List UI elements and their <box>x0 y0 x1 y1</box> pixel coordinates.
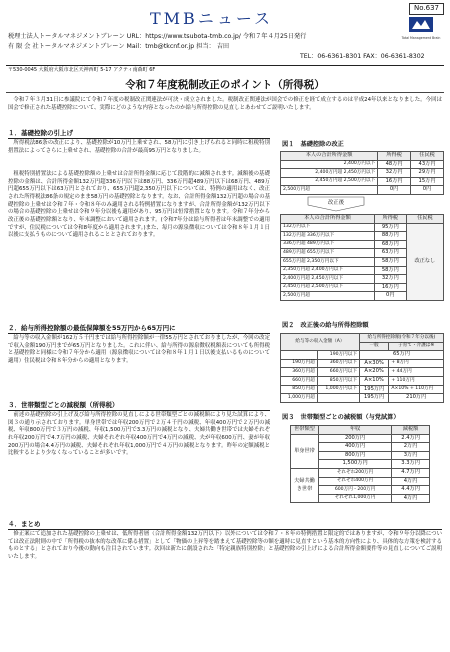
table-cell: 88万円 <box>374 232 406 241</box>
table-cell: 360万円超 <box>281 368 318 377</box>
table-row <box>281 169 444 178</box>
table-header: 本人の合計所得金額 <box>281 152 378 161</box>
table-header: 本人の合計所得金額 <box>281 215 375 224</box>
table-cell: + 110万円 <box>389 376 444 385</box>
table-cell: 29万円 <box>411 169 444 178</box>
table-cell: 16万円 <box>374 283 406 292</box>
header-line-2: 有 限 会 社トータルマネジメントブレーン Mail：tmb@tkcnf.or.jp 担当： 吉田 <box>8 43 230 50</box>
table-header: 所得税 <box>374 215 406 224</box>
table-header: 所得税 <box>378 152 411 161</box>
figure-3-title: 図３ 世帯類型ごとの減税額（与党試算） <box>282 414 400 421</box>
table-header: 減税額 <box>392 426 430 435</box>
table-cell: 660万円以下 <box>317 368 359 377</box>
table-row <box>281 368 444 377</box>
table-cell: 210万円 <box>389 394 444 403</box>
table-row <box>281 160 444 169</box>
table-header: 年収 <box>319 426 392 435</box>
table-cell: 1,000万円以下 <box>317 385 359 394</box>
table-cell: 400万円 <box>319 443 392 452</box>
table-cell: 1,000万円超 <box>281 394 318 403</box>
table-cell: 2,500万円超 <box>281 292 375 301</box>
table-cell: 190万円超 <box>281 359 318 368</box>
company-logo <box>401 16 441 42</box>
figure-2-table <box>280 333 444 403</box>
section-1-heading: １．基礎控除の引上げ <box>8 129 270 139</box>
table-row <box>281 376 444 385</box>
table-cell: 2.4万円 <box>392 434 430 443</box>
table-cell: + 44万円 <box>389 368 444 377</box>
table-row <box>281 351 444 360</box>
figure-3-table <box>290 425 430 503</box>
table-cell: 58万円 <box>374 257 406 266</box>
table-row <box>281 186 444 195</box>
table-cell: 65万円 <box>359 351 443 360</box>
table-cell: 2,450万円超 2,500万円以下 <box>281 283 375 292</box>
section-3-paragraph: 前述の基礎控除の引上げ及び給与所得控除の見直しによる世帯類型ごとの減税額により見た試算により、図３の通り示されております。単身世帯では年収200万円で２万４千円の減税、年収400万円で２万円の減税、年収800万円で３万円の減税、年収1,500万円で3.3万円の減税となり、夫婦共働き世帯では夫婦それぞれ年収200万円で4.7万円の減税、夫婦それぞれ年収400万円で4万円の減税、夫が年収600万円、妻が年収200万円の場合4.4万円の減税、夫婦それぞれ年収1,000万円で４万円の減税となります。昨年の定額減税と比較するとより少なくなっていることが多いです。 <box>8 412 270 457</box>
table-header: 子育て・介護は※ <box>389 342 444 351</box>
company-address: 〒530-0045 大阪府大阪市北区天神西町 5-17 アクティ南森町 6F <box>8 67 156 73</box>
table-row <box>281 359 444 368</box>
table-cell: 3万円 <box>392 451 430 460</box>
resident-tax-note: 改正なし <box>406 223 443 300</box>
figure-2-title: 図２ 改正後の給与所得控除額 <box>282 322 369 329</box>
table-cell: A×10% <box>359 376 388 385</box>
section-1-paragraph-2: 租税特別措置法による基礎控除額の上乗せは合計所得金額に応じて段階的に減額されます。減額後の基礎控除の金額は、合計所得金額132万円超336万円以下は88万円、336万円超489万円以下は68万円、489万円超655万円以下は63万円とされており、655万円超2,350万円以下については、特例の適用はなく、改正された所得税法86条の規定のまま58万円の基礎控除となります。なお、合計所得金額132万円超の場合の基礎控除の上乗せは令和７年・令和８年のみ適用される特例措置になりますが、合計所得金額が132万円以下の場合の基礎控除の上乗せは令和９年分以後も適用があり、95万円は恒常措置となります。令和７年分から改正後の基礎控除額となり、年末調整において適用されます。(令和7年分は給与所得者は年末調整での適用ですが、住民税については令和8年度から適用されます。)また、毎月の源泉徴収については令和８年１月１日以後に支払うものについて適用されることとされております。 <box>8 171 270 239</box>
header-line-3: TEL：06-6361-8301 FAX：06-6361-8302 <box>300 53 425 60</box>
section-2-paragraph: 給与等の収入金額が162万５千円までは給与所得控除額が一律55万円とされておりましたが、今回の改定で収入金額190万円までが65万円となりました。これに伴い、給与所得の源泉徴収税額表についても所得税と基礎控除と同様に令和７年分から適用（源泉徴収については令和８年１月１日以後支払いるものについて適用）住民税は令和８年分からの適用となります。 <box>8 335 270 365</box>
table-cell: 16万円 <box>378 177 411 186</box>
table-cell: 360万円以下 <box>317 359 359 368</box>
table-cell <box>317 394 359 403</box>
table-cell: 58万円 <box>374 266 406 275</box>
table-cell: 0円 <box>411 186 444 195</box>
table-cell: 4.4万円 <box>392 486 430 495</box>
table-cell: A×20% <box>359 368 388 377</box>
table-header: 住民税 <box>406 215 443 224</box>
table-cell: 132万円以下 <box>281 223 375 232</box>
table-header: 世帯類型 <box>291 426 319 435</box>
table-header: 給与所得控除額(令和７年分以後) <box>359 334 443 343</box>
table-cell: 195万円 <box>359 394 388 403</box>
section-3-heading: ３．世帯類型ごとの減税額（所得税） <box>8 401 270 411</box>
figure-1-after-table <box>280 214 444 301</box>
table-cell: 63万円 <box>374 249 406 258</box>
issue-number: No.637 <box>409 3 444 15</box>
table-cell: それぞれ200万円 <box>319 468 392 477</box>
after-label: 改正後 <box>327 200 345 206</box>
table-cell: 850万円超 <box>281 385 318 394</box>
table-cell: A×10% + 110万円 <box>389 385 444 394</box>
table-cell: 200万円 <box>319 434 392 443</box>
newsletter-title: TMBニュース <box>150 9 274 28</box>
dual-income-household-label: 夫婦共働き世帯 <box>291 468 319 502</box>
table-cell: それぞれ1,000万円 <box>319 494 392 503</box>
table-cell: 95万円 <box>374 223 406 232</box>
table-header: 給与等の収入金額（A） <box>281 334 360 351</box>
table-cell: 132万円超 336万円以下 <box>281 232 375 241</box>
table-cell: 32万円 <box>374 275 406 284</box>
logo-text: Total Management Brain <box>401 36 441 40</box>
section-1-paragraph-1: 所得税法86条の改正により、基礎控除が10万円上乗せされ、58万円に引き上げられると同時に租税特別措置法によってさらに上乗せされ、基礎控除の合計が最高95万円となりました。 <box>8 140 270 154</box>
table-cell: 4万円 <box>392 494 430 503</box>
section-2-heading: ２．給与所得控除額の最低保障額を55万円から65万円に <box>8 324 270 334</box>
single-household-label: 単身世帯 <box>291 434 319 468</box>
table-cell: 2,450万円超 2,500万円以下 <box>281 177 378 186</box>
table-cell: 2,400万円超 2,450万円以下 <box>281 169 378 178</box>
article-title: 令和７年度税制改正のポイント（所得税） <box>125 79 325 91</box>
table-cell: A×30% <box>359 359 388 368</box>
figure-1-title: 図１ 基礎控除の改正 <box>282 141 344 148</box>
table-cell: 190万円以下 <box>317 351 359 360</box>
table-cell: 43万円 <box>411 160 444 169</box>
table-cell: 2,500万円超 <box>281 186 378 195</box>
section-4-heading: ４．まとめ <box>8 520 442 530</box>
table-cell: 0円 <box>378 186 411 195</box>
table-row <box>281 394 444 403</box>
table-header: 住民税 <box>411 152 444 161</box>
table-cell: 600万円・200万円 <box>319 486 392 495</box>
table-cell: 2,400万円以下 <box>281 160 378 169</box>
table-row <box>281 223 444 232</box>
table-cell: + 8万円 <box>389 359 444 368</box>
table-cell: 32万円 <box>378 169 411 178</box>
table-cell: 655万円超 2,350万円以下 <box>281 257 375 266</box>
table-cell: 15万円 <box>411 177 444 186</box>
table-cell: 2万円 <box>392 443 430 452</box>
table-cell: 4万円 <box>392 477 430 486</box>
table-cell <box>281 351 318 360</box>
table-header: 一般 <box>359 342 388 351</box>
table-cell: 48万円 <box>378 160 411 169</box>
header-rule <box>6 65 444 66</box>
table-cell: 2,400万円超 2,450万円以下 <box>281 275 375 284</box>
down-arrow-icon <box>306 196 366 212</box>
header-line-1: 税理士法人トータルマネジメントブレーン URL：https://www.tsubota-tmb.co.jp/ 令和７年４月25日発行 <box>8 33 307 40</box>
intro-paragraph: 令和７年３月31日に参議院にて令和７年度の税制改正関連法が可決・成立されました。税制改正関連法が国会での修正を経て成立するのは平成24年以来となりました。今回は国会で修正された基礎控除について、実際にどのような内容となったのか給与所得控除の見直しとあわせてご説明いたします。 <box>8 97 442 111</box>
table-cell: 850万円以下 <box>317 376 359 385</box>
table-cell: 3.3万円 <box>392 460 430 469</box>
section-4-paragraph: 修正案にて追加された基礎控除の上乗せは、低所得者層（合計所得金額132万円以下）以外については令和７・８年の特例措置と限定的ではありますが、令和９年分以降については改正法附則の中で「所得税の抜本的な改革に係る措置」として「物価の上昇等を踏まえて基礎控除等の額を適時に見直すという基本的方向性により、具体的な方策を検討するものとする」とされており今後の動向も注目されています。次回は新たに創設された「特定親族特別控除」と基礎控除の引上げによる合計所得金額要件等の見直しについてご説明いたします。 <box>8 531 442 561</box>
title-rule <box>6 92 444 93</box>
table-cell: 0円 <box>374 292 406 301</box>
table-cell: 660万円超 <box>281 376 318 385</box>
table-cell: 195万円 <box>359 385 388 394</box>
table-cell: 4.7万円 <box>392 468 430 477</box>
table-cell: 336万円超 489万円以下 <box>281 240 375 249</box>
table-cell: 2,350万円超 2,400万円以下 <box>281 266 375 275</box>
table-row <box>281 177 444 186</box>
table-row <box>291 468 430 477</box>
table-cell: 68万円 <box>374 240 406 249</box>
table-cell: それぞれ400万円 <box>319 477 392 486</box>
table-row <box>281 385 444 394</box>
table-row <box>291 434 430 443</box>
figure-1-before-table <box>280 151 444 195</box>
table-cell: 800万円 <box>319 451 392 460</box>
table-cell: 1,500万円 <box>319 460 392 469</box>
table-cell: 489万円超 655万円以下 <box>281 249 375 258</box>
